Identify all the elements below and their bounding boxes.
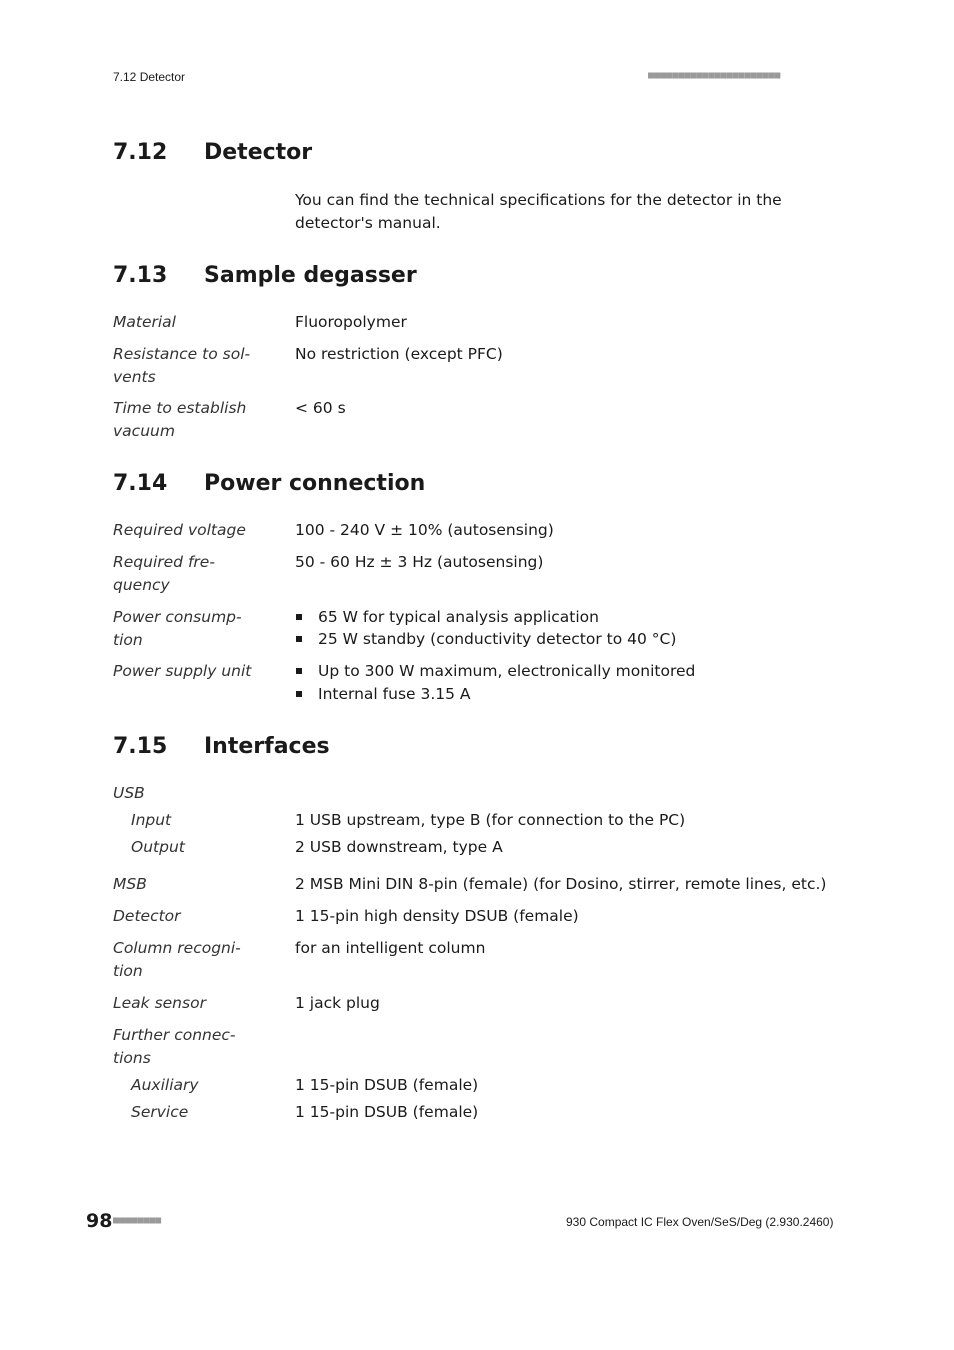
spec-label-leak-sensor: Leak sensor — [113, 994, 206, 1012]
spec-label-required-frequency: Required fre- quency — [113, 553, 215, 594]
spec-value-auxiliary: 1 15-pin DSUB (female) — [295, 1076, 479, 1094]
footer-product-name: 930 Compact IC Flex Oven/SeS/Deg (2.930.2460) — [566, 1215, 834, 1229]
bullet-item: Up to 300 W maximum, electronically monitored — [295, 660, 835, 683]
spec-sublabel-output: Output — [131, 838, 185, 856]
footer-decoration-dots: ■■■■■■■■ — [113, 1215, 162, 1226]
spec-sublabel-auxiliary: Auxiliary — [131, 1076, 199, 1094]
header-decoration-dots: ■■■■■■■■■■■■■■■■■■■■■■ — [648, 70, 781, 81]
section-number-7-15: 7.15 — [113, 734, 168, 759]
spec-label-material: Material — [113, 313, 176, 331]
spec-label-resistance: Resistance to sol- vents — [113, 345, 251, 386]
spec-value-usb-output: 2 USB downstream, type A — [295, 838, 503, 856]
section-number-7-13: 7.13 — [113, 263, 168, 288]
spec-sublabel-input: Input — [131, 811, 172, 829]
spec-label-vacuum-time: Time to establish vacuum — [113, 399, 247, 440]
bullet-item: 65 W for typical analysis application — [295, 606, 835, 629]
section-title-sample-degasser: Sample degasser — [204, 263, 417, 288]
bullet-item: Internal fuse 3.15 A — [295, 683, 835, 706]
spec-value-material: Fluoropolymer — [295, 313, 407, 331]
spec-value-required-frequency: 50 - 60 Hz ± 3 Hz (autosensing) — [295, 553, 544, 571]
section-number-7-12: 7.12 — [113, 140, 168, 165]
spec-value-detector: 1 15-pin high density DSUB (female) — [295, 907, 579, 925]
section-number-7-14: 7.14 — [113, 471, 168, 496]
spec-value-vacuum-time: < 60 s — [295, 399, 346, 417]
bullet-item: 25 W standby (conductivity detector to 40 °C) — [295, 628, 835, 651]
spec-value-required-voltage: 100 - 240 V ± 10% (autosensing) — [295, 521, 554, 539]
section-title-interfaces: Interfaces — [204, 734, 330, 759]
spec-value-msb: 2 MSB Mini DIN 8-pin (female) (for Dosino, stirrer, remote lines, etc.) — [295, 875, 827, 893]
spec-value-column-recognition: for an intelligent column — [295, 939, 486, 957]
running-header-section: 7.12 Detector — [113, 70, 186, 84]
detector-description: You can find the technical specifications for the detector in the detector's manual. — [295, 191, 782, 232]
spec-label-usb: USB — [113, 784, 145, 802]
spec-sublabel-service: Service — [131, 1103, 189, 1121]
spec-value-usb-input: 1 USB upstream, type B (for connection to the PC) — [295, 811, 686, 829]
spec-value-service: 1 15-pin DSUB (female) — [295, 1103, 479, 1121]
section-title-detector: Detector — [204, 140, 313, 165]
section-title-power-connection: Power connection — [204, 471, 426, 496]
spec-label-detector: Detector — [113, 907, 181, 925]
spec-label-msb: MSB — [113, 875, 147, 893]
spec-label-required-voltage: Required voltage — [113, 521, 246, 539]
spec-label-power-consumption: Power consump- tion — [113, 608, 242, 649]
spec-label-power-supply-unit: Power supply unit — [113, 662, 252, 680]
spec-label-column-recognition: Column recogni- tion — [113, 939, 241, 980]
spec-value-leak-sensor: 1 jack plug — [295, 994, 380, 1012]
spec-value-resistance: No restriction (except PFC) — [295, 345, 503, 363]
page-number: 98 — [86, 1210, 113, 1232]
spec-label-further-connections: Further connec- tions — [113, 1026, 236, 1067]
